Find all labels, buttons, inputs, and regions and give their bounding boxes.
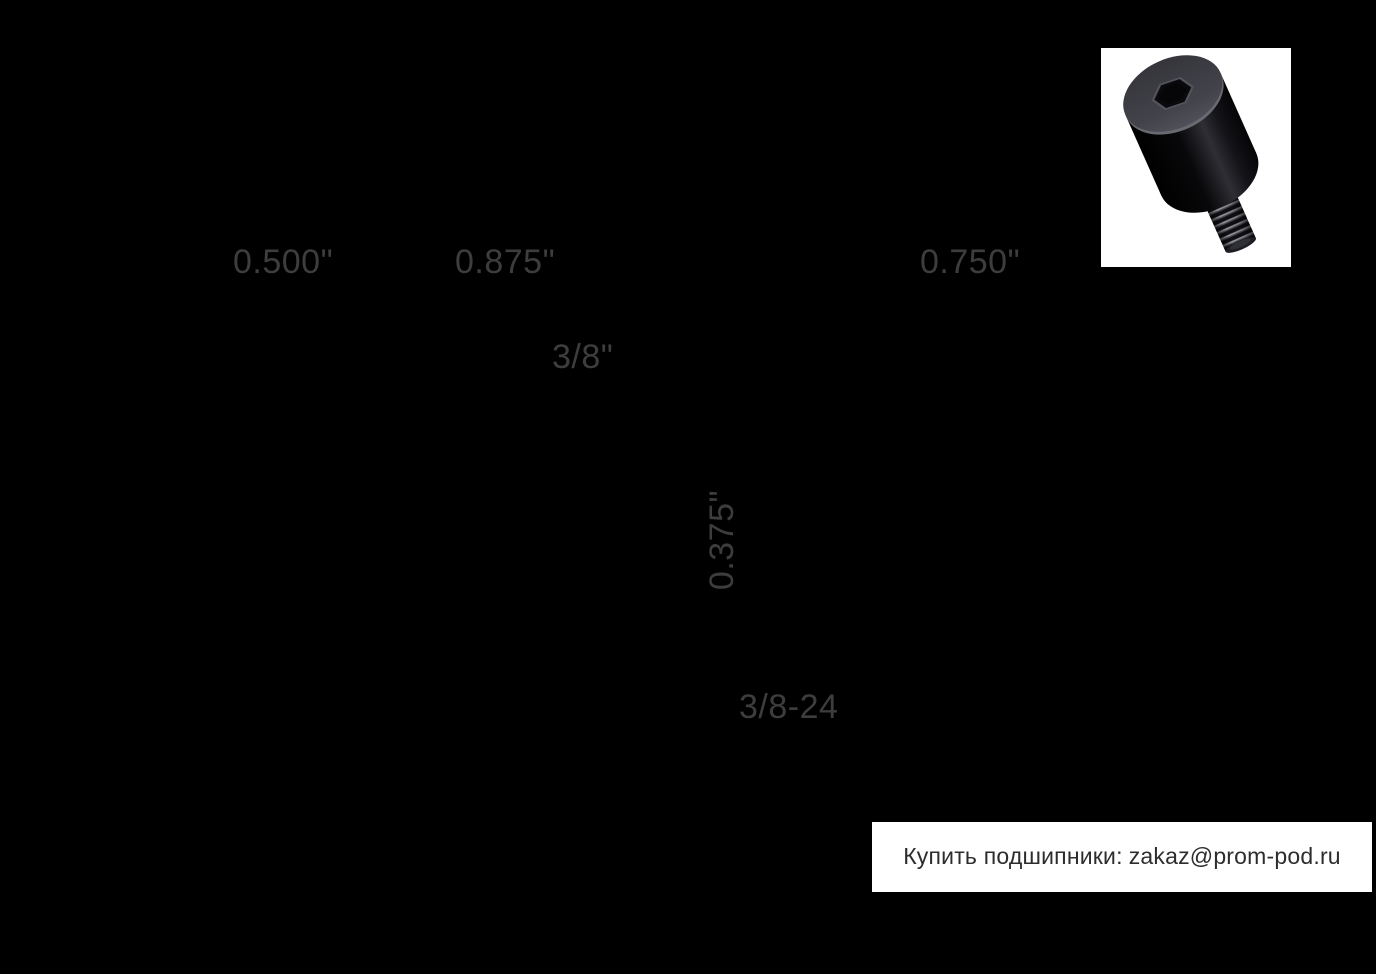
cam-follower-photo [1101, 48, 1291, 267]
dimension-label-hex-socket-size: 3/8" [552, 338, 614, 376]
dimension-label-stud-length: 0.750" [920, 243, 1021, 281]
dimension-label-roller-diameter: 0.875" [455, 243, 556, 281]
footer-contact-bar [872, 822, 1372, 892]
footer-contact-label: Купить подшипники: [903, 843, 1123, 870]
product-photo [1101, 48, 1291, 267]
footer-contact-text [903, 843, 1341, 871]
footer-contact-email[interactable]: zakaz@prom-pod.ru [1128, 843, 1341, 870]
dimension-label-stud-diameter: 0.375" [703, 489, 741, 591]
bearing-head [1111, 48, 1270, 228]
dimension-label-thread-spec: 3/8-24 [739, 688, 839, 726]
dimension-label-roller-width: 0.500" [233, 243, 334, 281]
